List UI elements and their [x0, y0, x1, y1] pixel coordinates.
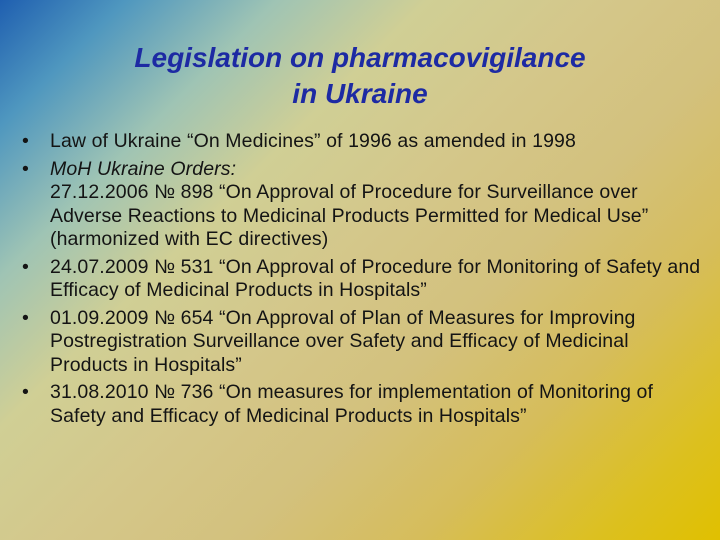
- bullet-icon: •: [22, 130, 29, 152]
- bullet-item-order-654: [18, 307, 708, 378]
- bullet-text: Law of Ukraine “On Medicines” of 1996 as amended in 1998: [50, 130, 576, 152]
- bullet-icon: •: [22, 157, 29, 180]
- bullet-icon: •: [22, 306, 29, 329]
- bullet-icon: •: [22, 381, 29, 403]
- bullet-text: 24.07.2009 № 531 “On Approval of Procedure for Monitoring of Safety and Efficacy of Medicinal Products in Hospitals”: [50, 255, 701, 301]
- bullet-text: 31.08.2010 № 736 “On measures for implementation of Monitoring of Safety and Efficacy of Medicinal Products in Hospitals”: [50, 381, 653, 427]
- slide-title-line-2: in Ukraine: [292, 78, 428, 109]
- slide-title: [40, 40, 680, 112]
- slide-title-line-1: Legislation on pharmacovigilance: [134, 42, 586, 73]
- bullet-list: [18, 130, 708, 432]
- bullet-icon: •: [22, 255, 29, 278]
- bullet-item-moh-orders: [18, 158, 708, 182]
- order-item-898: [18, 181, 708, 252]
- bullet-text: 01.09.2009 № 654 “On Approval of Plan of Measures for Improving Postregistration Surveillance over Safety and Efficacy of Medicinal Products in Hospitals”: [50, 306, 636, 376]
- bullet-item-order-736: [18, 381, 708, 428]
- bullet-item-law: [18, 130, 708, 154]
- bullet-item-order-531: [18, 256, 708, 303]
- bullet-text: MoH Ukraine Orders:: [50, 157, 237, 180]
- order-text: 27.12.2006 № 898 “On Approval of Procedure for Surveillance over Adverse Reactions to Medicinal Products Permitted for Medical Use” (harmonized with EC directives): [50, 181, 649, 250]
